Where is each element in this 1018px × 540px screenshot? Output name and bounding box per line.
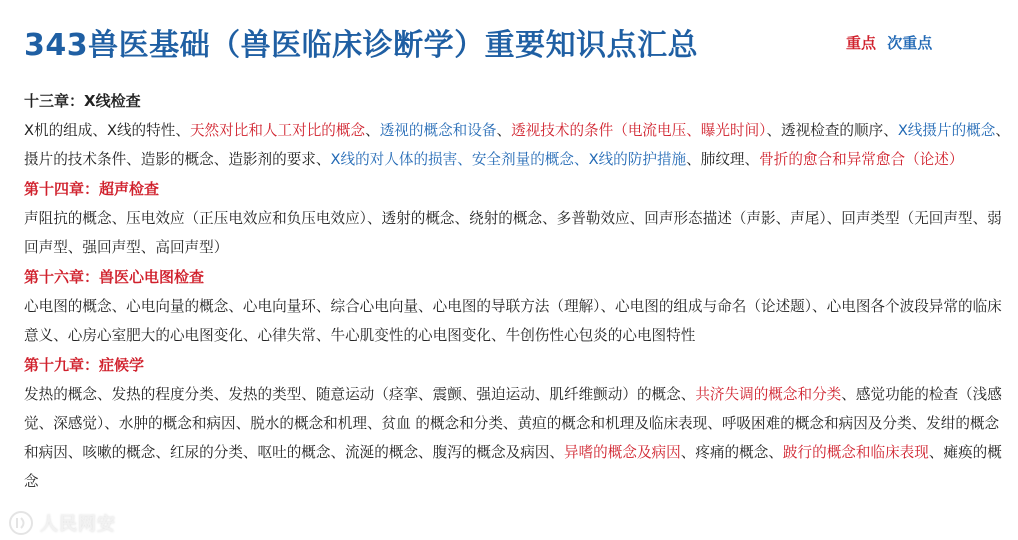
header bbox=[24, 20, 998, 66]
body-text: 、感觉功能的检查（浅感觉、深感觉）、水肿的概念和病因、脱水的概念和机理、贫血 的概念和分类、黄疸的概念和机理及临床表现、呼吸困难的概念和病因及分类、发绀的概念和病因、咳嗽的概念、红尿的分类、呕吐的概念、流涎的概念、腹泻的概念及病因、 bbox=[24, 386, 1002, 461]
key-point-text: 透视技术的条件（电流电压、曝光时间） bbox=[511, 122, 767, 139]
key-point-text: 骨折的愈合和异常愈合（论述） bbox=[759, 151, 964, 168]
chapter-heading: 第十四章：超声检查 bbox=[24, 180, 160, 198]
legend-secondary-point: 次重点 bbox=[887, 34, 933, 52]
page-title: 343兽医基础（兽医临床诊断学）重要知识点汇总 bbox=[24, 28, 699, 63]
chapter-section bbox=[24, 86, 1010, 174]
knowledge-content bbox=[24, 86, 1010, 496]
body-text: 声阻抗的概念、压电效应（正压电效应和负压电效应）、透射的概念、绕射的概念、多普勒效应、回声形态描述（声影、声尾）、回声类型（无回声型、弱回声型、强回声型、高回声型） bbox=[24, 210, 1002, 256]
key-point-text: 天然对比和人工对比的概念 bbox=[189, 122, 366, 139]
chapter-body bbox=[24, 292, 1010, 350]
secondary-point-text: 透视的概念和设备 bbox=[379, 122, 497, 139]
body-text: 、摄片的技术条件、造影的概念、造影剂的要求、 bbox=[24, 122, 1010, 168]
chapter-body bbox=[24, 204, 1010, 262]
watermark-logo-icon bbox=[8, 510, 34, 536]
key-point-text: 异嗜的概念及病因 bbox=[563, 444, 681, 461]
watermark-text: 人民网安 bbox=[40, 514, 116, 535]
chapter-section bbox=[24, 262, 1010, 350]
body-text: 心电图的概念、心电向量的概念、心电向量环、综合心电向量、心电图的导联方法（理解）、心电图的组成与命名（论述题）、心电图各个波段异常的临床意义、心房心室肥大的心电图变化、心律失常、牛心肌变性的心电图变化、牛创伤性心包炎的心电图特性 bbox=[24, 298, 1002, 344]
body-text: 、疼痛的概念、 bbox=[680, 444, 783, 461]
chapter-section bbox=[24, 174, 1010, 262]
key-point-text: 共济失调的概念和分类 bbox=[695, 386, 842, 403]
watermark bbox=[8, 508, 116, 538]
color-legend bbox=[846, 32, 938, 53]
legend-key-point: 重点 bbox=[846, 34, 877, 52]
body-text: 发热的概念、发热的程度分类、发热的类型、随意运动（痉挛、震颤、强迫运动、肌纤维颤动）的概念、 bbox=[24, 386, 696, 403]
chapter-heading: 第十九章：症候学 bbox=[24, 356, 145, 374]
body-text: 、透视检查的顺序、 bbox=[766, 122, 898, 139]
chapter-heading: 第十六章：兽医心电图检查 bbox=[24, 268, 205, 286]
chapter-section bbox=[24, 350, 1010, 496]
chapter-body bbox=[24, 380, 1010, 496]
key-point-text: 跛行的概念和临床表现 bbox=[782, 444, 929, 461]
body-text: 、 bbox=[496, 122, 512, 139]
chapter-heading: 十三章：X线检查 bbox=[24, 92, 141, 110]
chapter-body bbox=[24, 116, 1010, 174]
secondary-point-text: X线的对人体的损害、安全剂量的概念、X线的防护措施 bbox=[330, 151, 687, 168]
body-text: 、 bbox=[365, 122, 380, 139]
secondary-point-text: X线摄片的概念 bbox=[897, 122, 996, 139]
body-text: X机的组成、X线的特性、 bbox=[24, 122, 190, 139]
body-text: 、肺纹理、 bbox=[686, 151, 760, 168]
body-text: 、瘫痪的概念 bbox=[24, 444, 1002, 490]
